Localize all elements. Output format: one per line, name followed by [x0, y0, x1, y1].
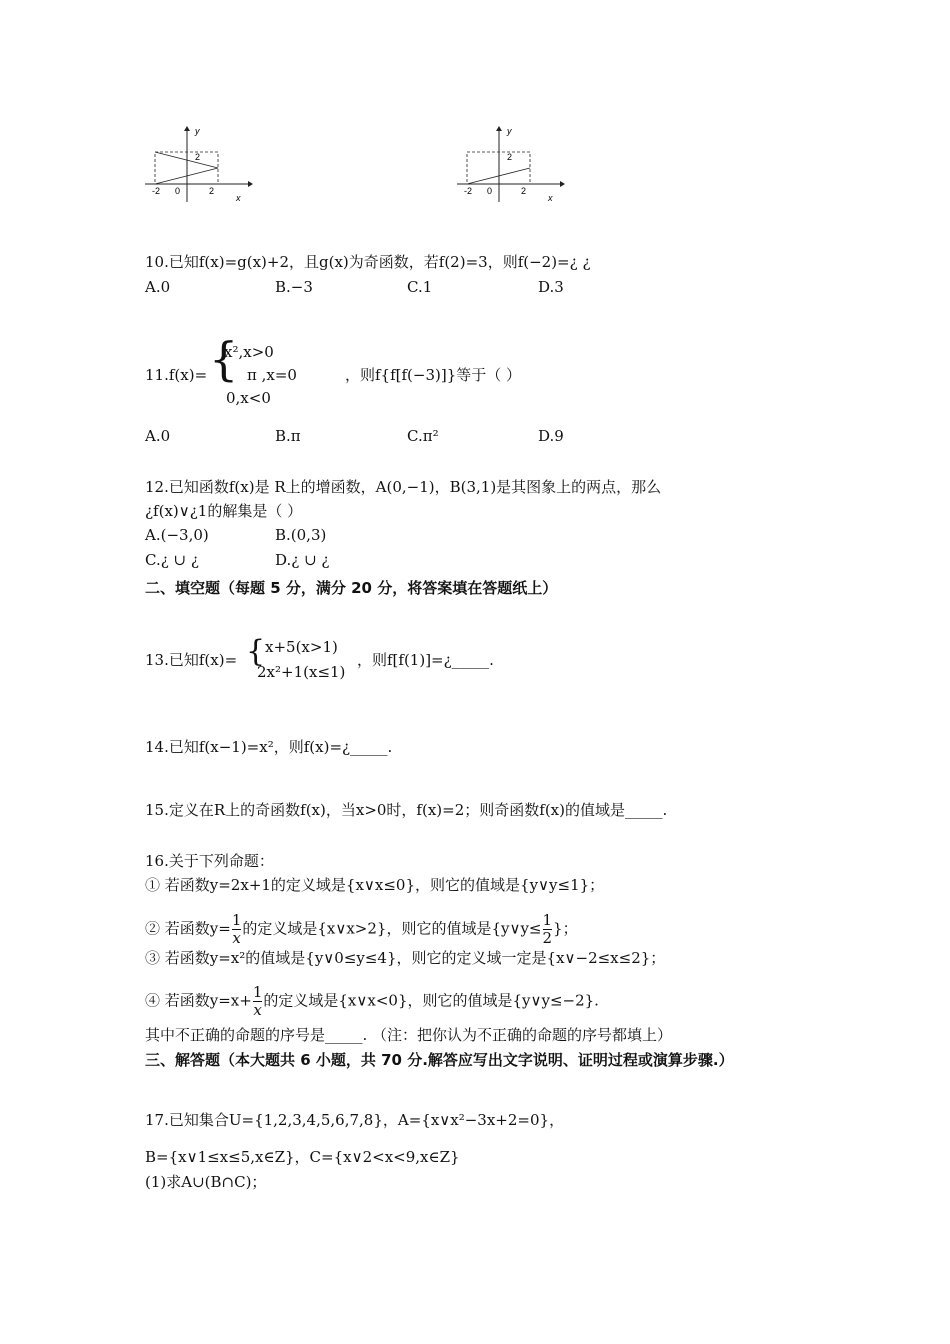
- q16-ask: 其中不正确的命题的序号是_____. （注：把你认为不正确的命题的序号都填上）: [145, 1026, 673, 1044]
- q11-case2: π ,x=0: [247, 366, 297, 384]
- fraction-numerator: 1: [542, 911, 553, 929]
- tick-neg2: -2: [152, 186, 161, 196]
- q11-prefix: 11.f(x)=: [145, 366, 208, 384]
- q11-brace: {: [209, 332, 239, 386]
- tick-neg2: -2: [464, 186, 473, 196]
- graph-left: [140, 122, 255, 207]
- q12-option-c: C.¿ ∪ ¿: [145, 551, 199, 569]
- q11-option-c: C.π²: [407, 427, 439, 445]
- q13-brace: {: [246, 634, 266, 669]
- q11-case1: x²,x>0: [224, 343, 274, 361]
- q16-title: 16.关于下列命题：: [145, 852, 274, 870]
- graph-right: [452, 122, 567, 207]
- fraction: [253, 984, 263, 1019]
- q11-option-b: B.π: [275, 427, 301, 445]
- q16-proposition-2: [145, 912, 578, 947]
- fraction-denominator: x: [253, 1001, 262, 1019]
- fraction: [232, 912, 242, 947]
- q17-line1: 17.已知集合U={1,2,3,4,5,6,7,8}，A={x∨x²−3x+2=0}，: [145, 1111, 565, 1129]
- section3-heading: 三、解答题（本大题共 6 小题，共 70 分.解答应写出文字说明、证明过程或演算步骤.）: [145, 1051, 734, 1069]
- q12-option-d: D.¿ ∪ ¿: [275, 551, 330, 569]
- tick-2: 2: [521, 186, 527, 196]
- q17-line2: B={x∨1≤x≤5,x∈Z}，C={x∨2<x<9,x∈Z}: [145, 1148, 460, 1166]
- q15-text: 15.定义在R上的奇函数f(x)，当x>0时，f(x)=2；则奇函数f(x)的值域是_____.: [145, 801, 668, 819]
- q13-prefix: 13.已知f(x)=: [145, 651, 238, 669]
- q12-option-b: B.(0,3): [275, 526, 327, 544]
- tick-2: 2: [209, 186, 215, 196]
- q11-option-d: D.9: [538, 427, 564, 445]
- q16-p2-part-a: ② 若函数y=: [145, 919, 231, 938]
- fraction-numerator: 1: [231, 911, 242, 929]
- y-axis-label: y: [507, 126, 512, 136]
- q16-p2-part-c: }；: [553, 919, 578, 938]
- q12-option-a: A.(−3,0): [145, 526, 209, 544]
- q10-option-b: B.−3: [275, 278, 313, 296]
- tick-y2: 2: [507, 152, 513, 162]
- y-axis-label: y: [195, 126, 200, 136]
- q11-suffix: ，则f{f[f(−3)]}等于（ ）: [345, 366, 522, 384]
- fraction-denominator: 2: [542, 929, 553, 947]
- q16-proposition-4: [145, 984, 599, 1019]
- fraction-numerator: 1: [252, 983, 263, 1001]
- q13-suffix: ，则f[f(1)]=¿_____.: [357, 651, 494, 669]
- tick-0: 0: [175, 186, 181, 196]
- fraction: [543, 912, 553, 947]
- q10-option-d: D.3: [538, 278, 564, 296]
- q11-option-a: A.0: [145, 427, 171, 445]
- q13-case2: 2x²+1(x≤1): [257, 663, 346, 681]
- q10-stem: 10.已知f(x)=g(x)+2，且g(x)为奇函数，若f(2)=3，则f(−2)=¿ ¿: [145, 253, 591, 271]
- q16-p4-part-b: 的定义域是{x∨x<0}，则它的值域是{y∨y≤−2}.: [263, 991, 599, 1010]
- q16-proposition-3: ③ 若函数y=x²的值域是{y∨0≤y≤4}，则它的定义域一定是{x∨−2≤x≤2}；: [145, 949, 666, 967]
- tick-0: 0: [487, 186, 493, 196]
- q17-line3: (1)求A∪(B∩C)；: [145, 1173, 267, 1191]
- q16-p2-part-b: 的定义域是{x∨x>2}，则它的值域是{y∨y≤: [242, 919, 542, 938]
- q16-proposition-1: ① 若函数y=2x+1的定义域是{x∨x≤0}，则它的值域是{y∨y≤1}；: [145, 876, 605, 894]
- x-axis-label: x: [236, 193, 241, 203]
- q10-option-c: C.1: [407, 278, 433, 296]
- fraction-denominator: x: [232, 929, 241, 947]
- q10-option-a: A.0: [145, 278, 171, 296]
- q11-case3: 0,x<0: [226, 389, 271, 407]
- q14-text: 14.已知f(x−1)=x²，则f(x)=¿_____.: [145, 738, 393, 756]
- q12-line1: 12.已知函数f(x)是 R上的增函数，A(0,−1)，B(3,1)是其图象上的两点，那么: [145, 478, 662, 496]
- section2-heading: 二、填空题（每题 5 分，满分 20 分，将答案填在答题纸上）: [145, 579, 558, 597]
- tick-y2: 2: [195, 152, 201, 162]
- q13-case1: x+5(x>1): [265, 638, 338, 656]
- x-axis-label: x: [548, 193, 553, 203]
- q12-line2: ¿f(x)∨¿1的解集是（ ）: [145, 502, 303, 520]
- q16-p4-part-a: ④ 若函数y=x+: [145, 991, 252, 1010]
